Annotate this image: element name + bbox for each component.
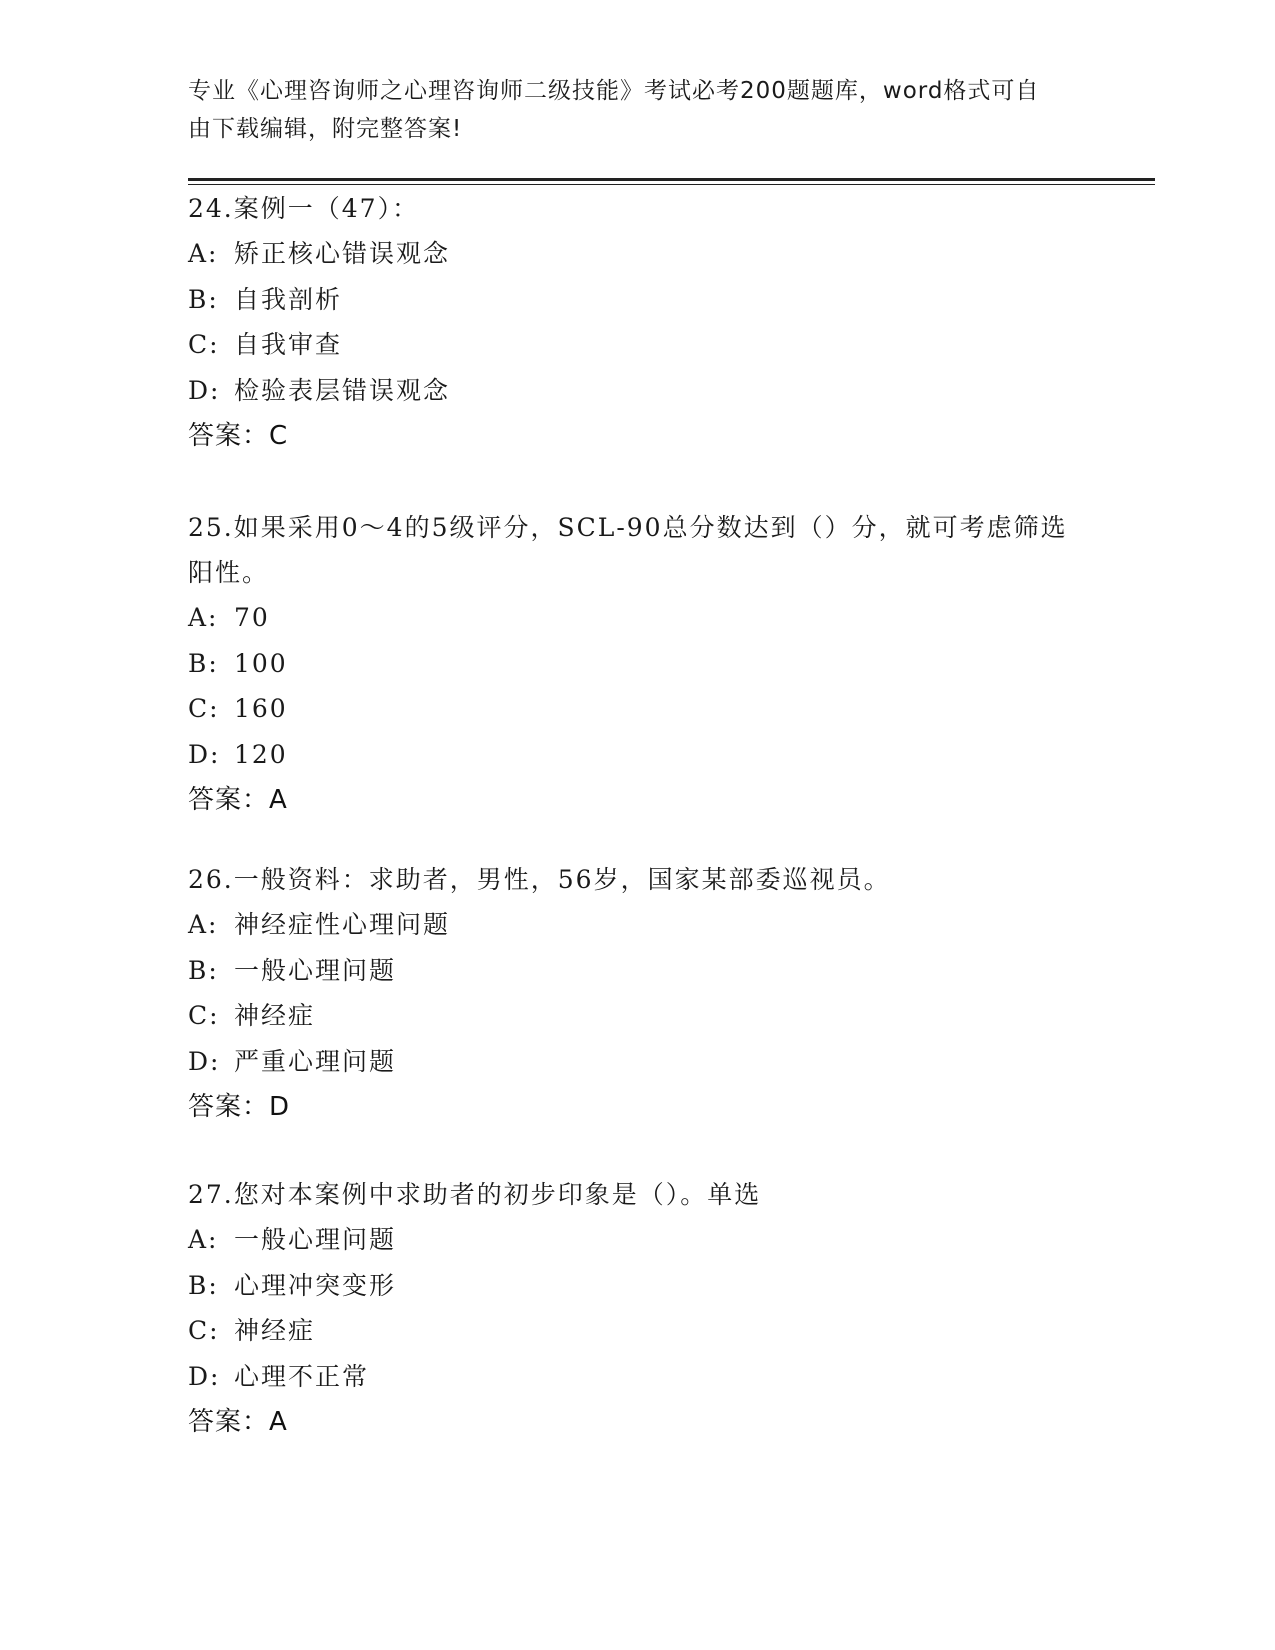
- option-text: 神经症: [234, 1001, 316, 1030]
- option-letter: D:: [188, 375, 221, 405]
- option-text: 100: [234, 648, 288, 678]
- option-letter: B:: [188, 648, 219, 678]
- document-header: [188, 72, 1068, 148]
- option-c: [188, 993, 1088, 1039]
- option-b: [188, 1263, 1088, 1309]
- option-d: [188, 732, 1088, 778]
- option-text: 自我审查: [234, 330, 343, 359]
- answer-line: 答案：A: [188, 1407, 288, 1437]
- question-stem: 25.如果采用0～4的5级评分，SCL-90总分数达到（）分，就可考虑筛选阳性。: [188, 513, 1068, 587]
- option-text: 一般心理问题: [234, 1225, 397, 1254]
- option-letter: A:: [188, 603, 219, 632]
- option-letter: B:: [188, 284, 219, 314]
- option-d: [188, 368, 1088, 414]
- question-stem: 24.案例一（47）：: [188, 194, 420, 223]
- option-d: [188, 1354, 1088, 1400]
- option-a: [188, 595, 1088, 641]
- option-b: [188, 948, 1088, 994]
- option-c: [188, 686, 1088, 732]
- question-24: [188, 186, 1088, 459]
- answer-line: 答案：C: [188, 421, 289, 451]
- option-text: 神经症性心理问题: [234, 910, 451, 939]
- question-26: [188, 857, 1088, 1130]
- question-25: [188, 505, 1088, 823]
- option-letter: B:: [188, 1270, 219, 1300]
- option-text: 矫正核心错误观念: [234, 239, 451, 268]
- header-divider-thick: [188, 178, 1155, 181]
- option-text: 心理冲突变形: [234, 1270, 397, 1300]
- question-27: [188, 1172, 1088, 1445]
- option-letter: D:: [188, 739, 221, 769]
- option-a: [188, 231, 1088, 277]
- option-a: [188, 902, 1088, 948]
- option-letter: C:: [188, 330, 220, 359]
- option-b: [188, 277, 1088, 323]
- option-letter: C:: [188, 694, 220, 723]
- header-line-2: 由下载编辑，附完整答案!: [188, 116, 463, 142]
- option-d: [188, 1039, 1088, 1085]
- option-c: [188, 1308, 1088, 1354]
- option-text: 120: [234, 739, 288, 769]
- option-letter: B:: [188, 955, 219, 985]
- header-divider-thin: [188, 184, 1155, 185]
- question-stem: 27.您对本案例中求助者的初步印象是（）。单选: [188, 1180, 762, 1209]
- question-stem: 26.一般资料：求助者，男性，56岁，国家某部委巡视员。: [188, 865, 891, 894]
- option-letter: A:: [188, 239, 219, 268]
- option-letter: A:: [188, 910, 219, 939]
- option-text: 检验表层错误观念: [234, 375, 451, 405]
- option-c: [188, 322, 1088, 368]
- header-line-1: 专业《心理咨询师之心理咨询师二级技能》考试必考200题题库，word格式可自: [188, 78, 1040, 104]
- option-text: 70: [234, 603, 270, 632]
- option-text: 严重心理问题: [234, 1046, 397, 1076]
- option-letter: C:: [188, 1316, 220, 1345]
- answer-line: 答案：D: [188, 1092, 291, 1122]
- option-text: 心理不正常: [234, 1361, 370, 1391]
- option-letter: A:: [188, 1225, 219, 1254]
- option-text: 自我剖析: [234, 284, 343, 314]
- option-text: 160: [234, 694, 288, 723]
- option-a: [188, 1217, 1088, 1263]
- option-letter: D:: [188, 1046, 221, 1076]
- option-text: 一般心理问题: [234, 955, 397, 985]
- option-text: 神经症: [234, 1316, 316, 1345]
- option-letter: D:: [188, 1361, 221, 1391]
- option-letter: C:: [188, 1001, 220, 1030]
- answer-line: 答案：A: [188, 785, 288, 815]
- option-b: [188, 641, 1088, 687]
